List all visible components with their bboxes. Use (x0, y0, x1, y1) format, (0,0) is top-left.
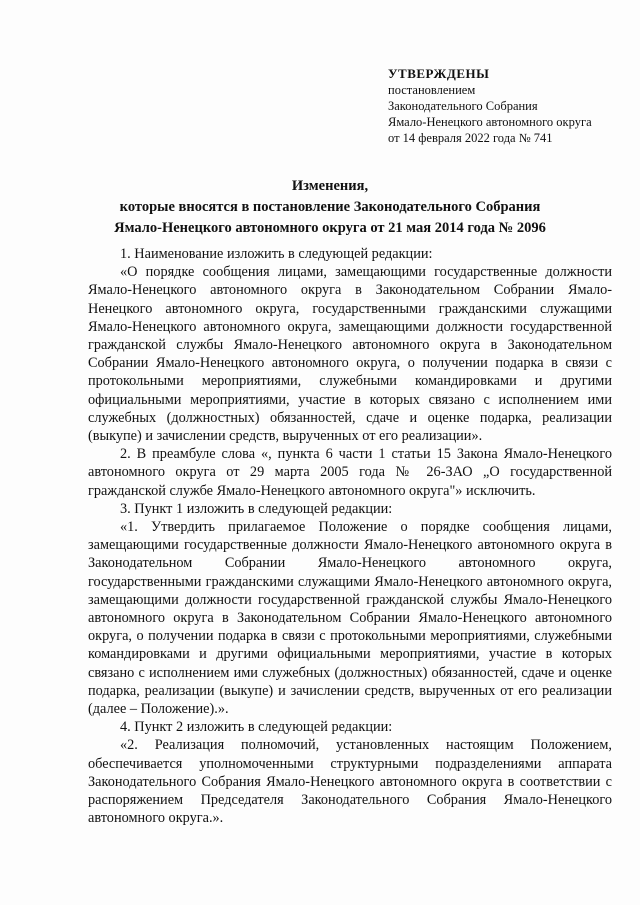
document-body (88, 245, 612, 828)
approval-line: Ямало-Ненецкого автономного округа (388, 115, 592, 129)
approval-line: постановлением (388, 83, 476, 97)
paragraph-item-2: 2. В преамбуле слова «, пункта 6 части 1 статьи 15 Закона Ямало-Ненецкого автономного округа от 29 марта 2005 года № 26-ЗАО „О государственной гражданской службе Ямало-Ненецкого автономного округа"» исключить. (88, 446, 612, 499)
paragraph-quote-1: «О порядке сообщения лицами, замещающими государственные должности Ямало-Ненецкого автономного округа в Законодательном Собрании Ямало-Ненецкого автономного округа, государственными гражданскими служащими Ямало-Ненецкого автономного округа, замещающими должности государственной гражданской службы Ямало-Ненецкого автономного округа в Законодательном Собрании Ямало-Ненецкого автономного округа, о получении подарка в связи с протокольными мероприятиями, служебными командировками и другими официальными мероприятиями, участие в которых связано с исполнением ими служебных (должностных) обязанностей, сдаче и оценке подарка, реализации (выкупе) и зачислении средств, вырученных от его реализации». (88, 264, 612, 445)
approval-date: от 14 февраля 2022 года № 741 (388, 131, 553, 145)
paragraph-item-3: 3. Пункт 1 изложить в следующей редакции: (120, 500, 393, 517)
title-line: Ямало-Ненецкого автономного округа от 21 мая 2014 года № 2096 (114, 220, 546, 236)
approval-heading: УТВЕРЖДЕНЫ (388, 66, 490, 81)
title-line: которые вносятся в постановление Законодательного Собрания (119, 199, 541, 215)
document-title (60, 176, 600, 239)
title-line: Изменения, (291, 178, 369, 194)
paragraph-item-1: 1. Наименование изложить в следующей редакции: (120, 246, 433, 262)
approval-line: Законодательного Собрания (388, 99, 538, 113)
approval-stamp (388, 66, 592, 146)
paragraph-item-4: 4. Пункт 2 изложить в следующей редакции: (120, 719, 393, 736)
paragraph-quote-3: «1. Утвердить прилагаемое Положение о порядке сообщения лицами, замещающими государственные должности Ямало-Ненецкого автономного округа в Законодательном Собрании Ямало-Ненецкого автономного округа, государственными гражданскими служащими Ямало-Ненецкого автономного округа, замещающими должности государственной гражданской службы Ямало-Ненецкого автономного округа в Законодательном Собрании Ямало-Ненецкого автономного округа, о получении подарка в связи с протокольными мероприятиями, служебными командировками и другими официальными мероприятиями, участие в которых связано с исполнением ими служебных (должностных) обязанностей, сдаче и оценке подарка, реализации (выкупе) и зачислении средств, вырученных от его реализации (далее – Положение).». (88, 519, 612, 718)
paragraph-quote-4: «2. Реализация полномочий, установленных настоящим Положением, обеспечивается уполномоченными структурными подразделениями аппарата Законодательного Собрания Ямало-Ненецкого автономного округа в соответствии с распоряжением Председателя Законодательного Собрания Ямало-Ненецкого автономного округа.». (88, 737, 612, 827)
